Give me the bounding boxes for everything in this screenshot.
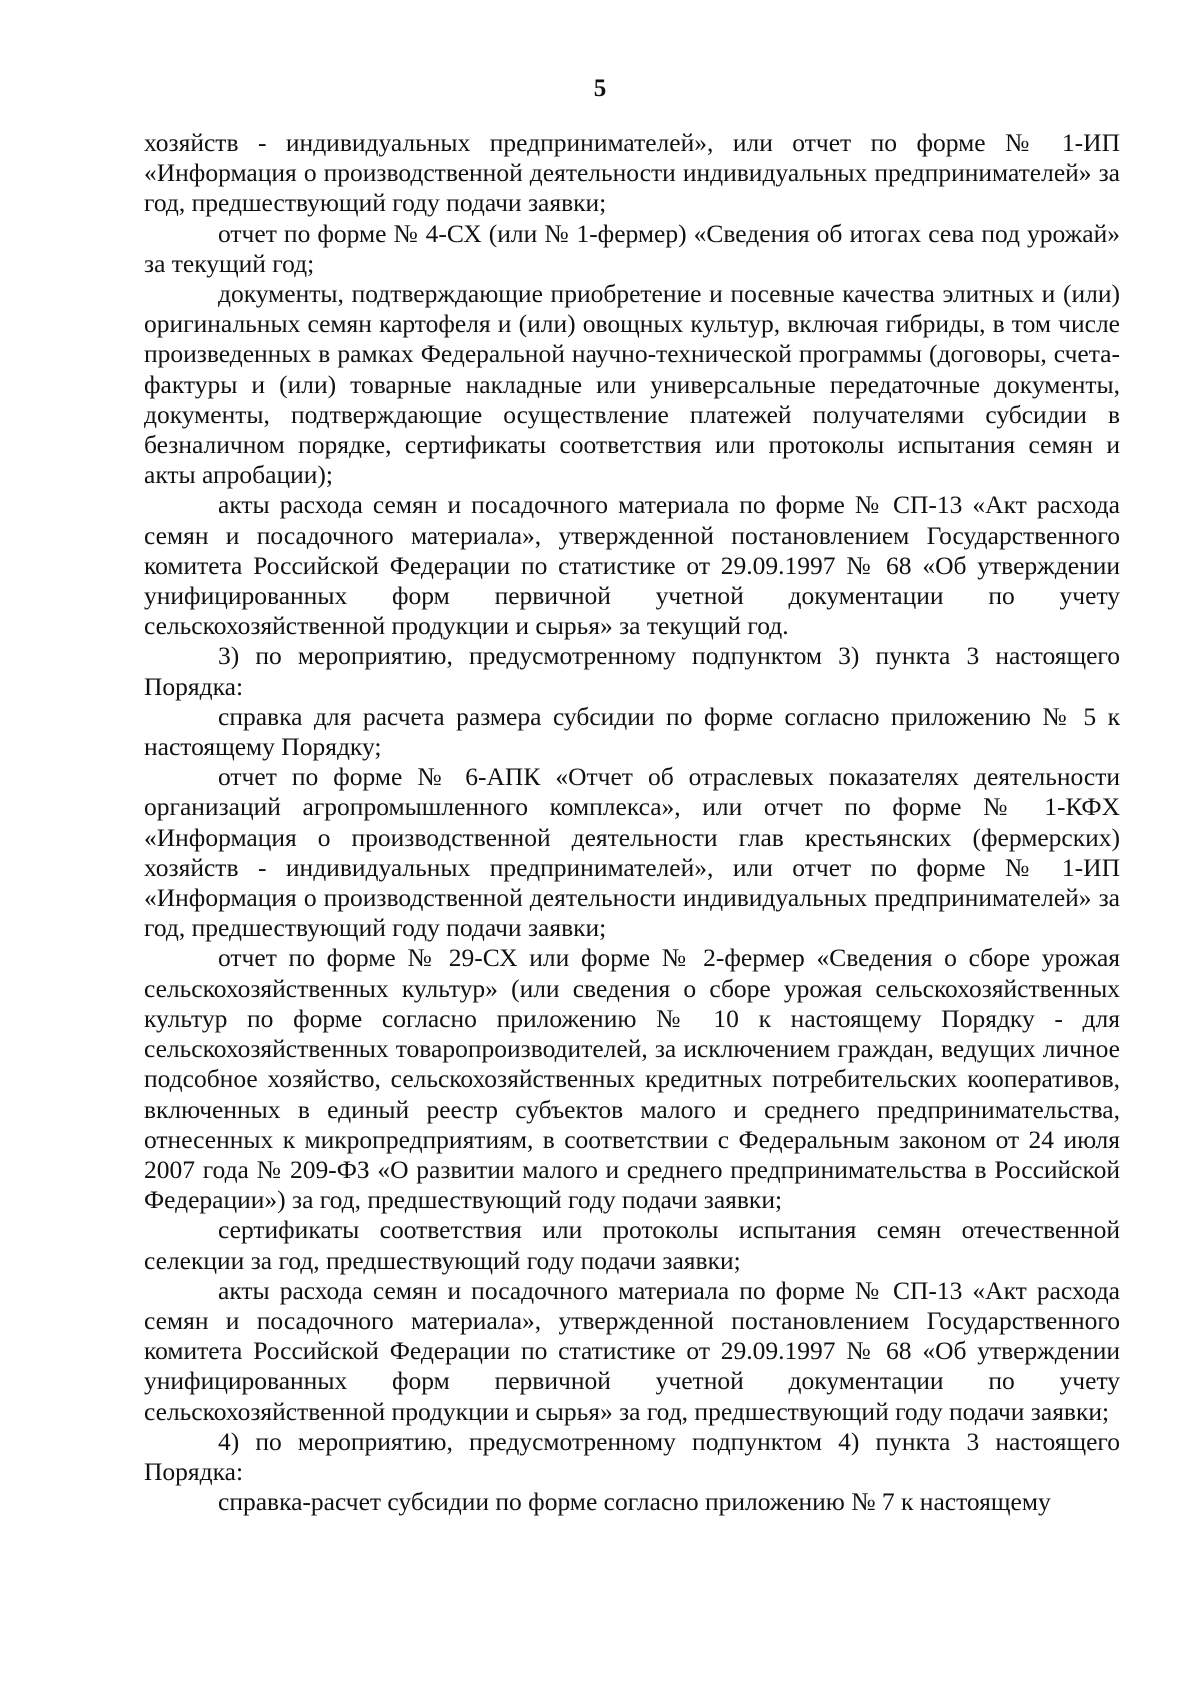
paragraph: справка для расчета размера субсидии по форме согласно приложению № 5 к настоящему Порядку; — [144, 701, 1120, 762]
paragraph: 3) по мероприятию, предусмотренному подпунктом 3) пункта 3 настоящего Порядка: — [144, 641, 1120, 701]
paragraph: отчет по форме № 6-АПК «Отчет об отраслевых показателях деятельности организаций агропромышленного комплекса», или отчет по форме № 1-КФХ «Информация о производственной деятельности глав крестьянских (фермерских) хозяйств - индивидуальных предпринимателей», или отчет по форме № 1-ИП «Информация о производственной деятельности индивидуальных предпринимателей» за год, предшествующий году подачи заявки; — [144, 762, 1120, 943]
page-number: 5 — [593, 75, 607, 102]
paragraph: отчет по форме № 29-СХ или форме № 2-фермер «Сведения о сборе урожая сельскохозяйственных культур» (или сведения о сборе урожая сельскохозяйственных культур по форме согласно приложению № 10 к настоящему Порядку - для сельскохозяйственных товаропроизводителей, за исключением граждан, ведущих личное подсобное хозяйство, сельскохозяйственных кредитных потребительских кооперативов, включенных в единый реестр субъектов малого и среднего предпринимательства, отнесенных к микропредприятиям, в соответствии с Федеральным законом от 24 июля 2007 года № 209-ФЗ «О развитии малого и среднего предпринимательства в Российской Федерации») за год, предшествующий году подачи заявки; — [144, 943, 1120, 1215]
paragraph: акты расхода семян и посадочного материала по форме № СП-13 «Акт расхода семян и посадочного материала», утвержденной постановлением Государственного комитета Российской Федерации по статистике от 29.09.1997 № 68 «Об утверждении унифицированных форм первичной учетной документации по учету сельскохозяйственной продукции и сырья» за год, предшествующий году подачи заявки; — [144, 1275, 1120, 1426]
paragraph: сертификаты соответствия или протоколы испытания семян отечественной селекции за год, предшествующий году подачи заявки; — [144, 1215, 1120, 1275]
paragraph: справка-расчет субсидии по форме согласно приложению № 7 к настоящему — [218, 1487, 1051, 1517]
document-body — [144, 128, 1120, 1517]
paragraph: 4) по мероприятию, предусмотренному подпунктом 4) пункта 3 настоящего Порядка: — [144, 1426, 1120, 1486]
paragraph: акты расхода семян и посадочного материала по форме № СП-13 «Акт расхода семян и посадочного материала», утвержденной постановлением Государственного комитета Российской Федерации по статистике от 29.09.1997 № 68 «Об утверждении унифицированных форм первичной учетной документации по учету сельскохозяйственной продукции и сырья» за текущий год. — [144, 490, 1120, 641]
paragraph: отчет по форме № 4-СХ (или № 1-фермер) «Сведения об итогах сева под урожай» за текущий год; — [144, 218, 1120, 278]
paragraph: документы, подтверждающие приобретение и посевные качества элитных и (или) оригинальных семян картофеля и (или) овощных культур, включая гибриды, в том числе произведенных в рамках Федеральной научно-технической программы (договоры, счета-фактуры и (или) товарные накладные или универсальные передаточные документы, документы, подтверждающие осуществление платежей получателями субсидии в безналичном порядке, сертификаты соответствия или протоколы испытания семян и акты апробации); — [144, 279, 1120, 490]
paragraph: хозяйств - индивидуальных предпринимателей», или отчет по форме № 1-ИП «Информация о производственной деятельности индивидуальных предпринимателей» за год, предшествующий году подачи заявки; — [144, 128, 1120, 218]
